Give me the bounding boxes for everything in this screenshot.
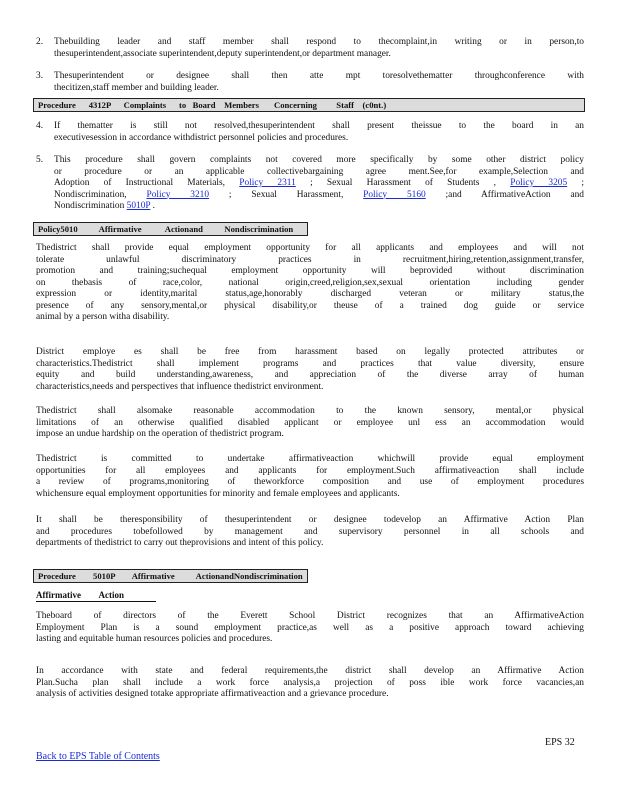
- text-line: It shall be theresponsibility of thesuperintendent or designee todevelop an Affirmative Action Plan: [36, 515, 584, 525]
- text-line: Thedistrict shall alsomake reasonable accommodation to the known sensory, mental,or physical: [36, 406, 584, 416]
- section-bar-procedure-5010p: Procedure 5010P Affirmative ActionandNondiscrimination: [33, 569, 308, 583]
- text-segment: Nondiscrimination: [54, 201, 127, 211]
- text-line: [36, 190, 584, 202]
- text-line: lasting and equitable human resources policies and procedures.: [36, 634, 273, 644]
- policy-link[interactable]: Policy 5160: [363, 189, 426, 200]
- text-line: impose an undue hardship on the operation of thedistrict program.: [36, 429, 284, 439]
- text-line: thecitizen,staff member and building leader.: [54, 82, 219, 93]
- text-line: Thesuperintendent or designee shall then atte mpt toresolvethematter throughconference with: [54, 71, 584, 81]
- list-item: [36, 71, 584, 94]
- text-line: expression or identity,marital status,age,honorably discharged veteran or military status,the: [36, 289, 584, 299]
- text-line: thesuperintendent,associate superintendent,deputy superintendent,or department manager.: [54, 48, 391, 59]
- text-line: Theboard of directors of the Everett School District recognizes that an AffirmativeAction: [36, 611, 584, 621]
- text-line: executivesession in accordance withdistrict personnel policies and procedures.: [54, 132, 349, 143]
- back-to-contents-link[interactable]: Back to EPS Table of Contents: [36, 751, 160, 762]
- text-line: Plan.Sucha plan shall include a work force analysis,a projection of poss ible work force vacancies,an: [36, 677, 584, 688]
- paragraph: [36, 666, 584, 701]
- text-line: Thedistrict shall provide equal employment opportunity for all applicants and employees and will not: [36, 243, 584, 253]
- text-line: [36, 167, 584, 179]
- list-item: [36, 37, 584, 60]
- text-line: departments of thedistrict to carry out theprovisions and intent of this policy.: [36, 538, 324, 548]
- text-line: If thematter is still not resolved,thesuperintendent shall present theissue to the board in an: [54, 121, 584, 131]
- text-segment: This procedure shall govern complaints not covered more specifically by some other district policy: [54, 155, 584, 165]
- list-number: 5.: [36, 155, 44, 165]
- text-line: Employment Plan is a sound employment practice,as well as a positive approach toward achieving: [36, 622, 584, 633]
- text-line: Thebuilding leader and staff member shall respond to thecomplaint,in writing or in person,to: [54, 37, 584, 47]
- list-number: 2.: [36, 37, 44, 47]
- text-segment: ;and AffirmativeAction and: [425, 189, 584, 200]
- text-line: [36, 178, 584, 190]
- text-line: tolerate unlawful discriminatory practices in recruitment,hiring,retention,assignment,transfer,: [36, 254, 584, 265]
- text-line: equity and build understanding,awareness, and appreciation of the diverse array of human: [36, 370, 584, 380]
- text-line: animal by a person witha disability.: [36, 312, 170, 322]
- text-line: characteristics,needs and perspectives that influence thedistrict environment.: [36, 381, 324, 392]
- section-bar-procedure-4312p: Procedure 4312P Complaints to Board Members Concerning Staff (c0nt.): [33, 98, 585, 112]
- paragraph: [36, 454, 584, 500]
- text-segment: ; Sexual Harassment,: [209, 189, 364, 200]
- paragraph: [36, 611, 584, 646]
- section-heading: Affirmative Action: [36, 590, 156, 602]
- policy-link[interactable]: 5010P: [126, 201, 151, 211]
- text-line: Thedistrict is committed to undertake affirmativeaction whichwill provide equal employment: [36, 454, 584, 464]
- text-line: analysis of activities designed totake appropriate affirmativeaction and a grievance procedure.: [36, 689, 389, 699]
- policy-link[interactable]: Policy 2311: [239, 178, 296, 188]
- page-number: EPS 32: [545, 737, 575, 748]
- text-segment: or procedure or an applicable collectivebargaining agree ment.See,for example,Selection and: [54, 166, 584, 177]
- text-segment: ; Sexual Harassment of Students ,: [295, 178, 511, 188]
- text-segment: Nondiscrimination,: [54, 189, 147, 200]
- text-line: characteristics.Thedistrict shall implement programs and practices that value diversity, ensure: [36, 358, 584, 369]
- text-segment: Adoption of Instructional Materials,: [54, 178, 240, 188]
- list-item: [36, 121, 584, 144]
- list-item: [36, 155, 584, 213]
- policy-link[interactable]: Policy 3205: [510, 178, 568, 188]
- list-number: 3.: [36, 71, 44, 81]
- text-line: [36, 201, 584, 213]
- paragraph: [36, 406, 584, 441]
- text-line: promotion and training;suchequal employment opportunity will beprovided without discrimination: [36, 266, 584, 276]
- paragraph: [36, 515, 584, 550]
- paragraph: [36, 243, 584, 324]
- text-segment: ;: [567, 178, 584, 188]
- text-line: a review of programs,monitoring of theworkforce composition and use of employment procedures: [36, 477, 584, 487]
- text-line: District employe es shall be free from harassment based on legally protected attributes or: [36, 347, 584, 357]
- list-number: 4.: [36, 121, 44, 131]
- text-line: limitations of an otherwise qualified disabled applicant or employee unl ess an accommodation would: [36, 417, 584, 428]
- policy-link[interactable]: Policy 3210: [146, 189, 210, 200]
- text-line: [36, 155, 584, 167]
- text-line: In accordance with state and federal requirements,the district shall develop an Affirmative Action: [36, 666, 584, 676]
- section-bar-policy-5010: Policy5010 Affirmative Actionand Nondiscrimination: [33, 222, 308, 236]
- text-segment: .: [150, 201, 155, 211]
- text-line: whichensure equal employment opportunities for minority and female employees and applicants.: [36, 488, 400, 499]
- text-line: on thebasis of race,color, national origin,creed,religion,sex,sexual orientation including gender: [36, 277, 584, 288]
- paragraph: [36, 347, 584, 393]
- text-line: opportunities for all employees and applicants for employment.Such affirmativeaction shall include: [36, 465, 584, 476]
- text-line: presence of any sensory,mental,or physical disability,or theuse of a trained dog guide or service: [36, 300, 584, 311]
- text-line: and procedures tobefollowed by management and supervisory personnel in all schools and: [36, 526, 584, 537]
